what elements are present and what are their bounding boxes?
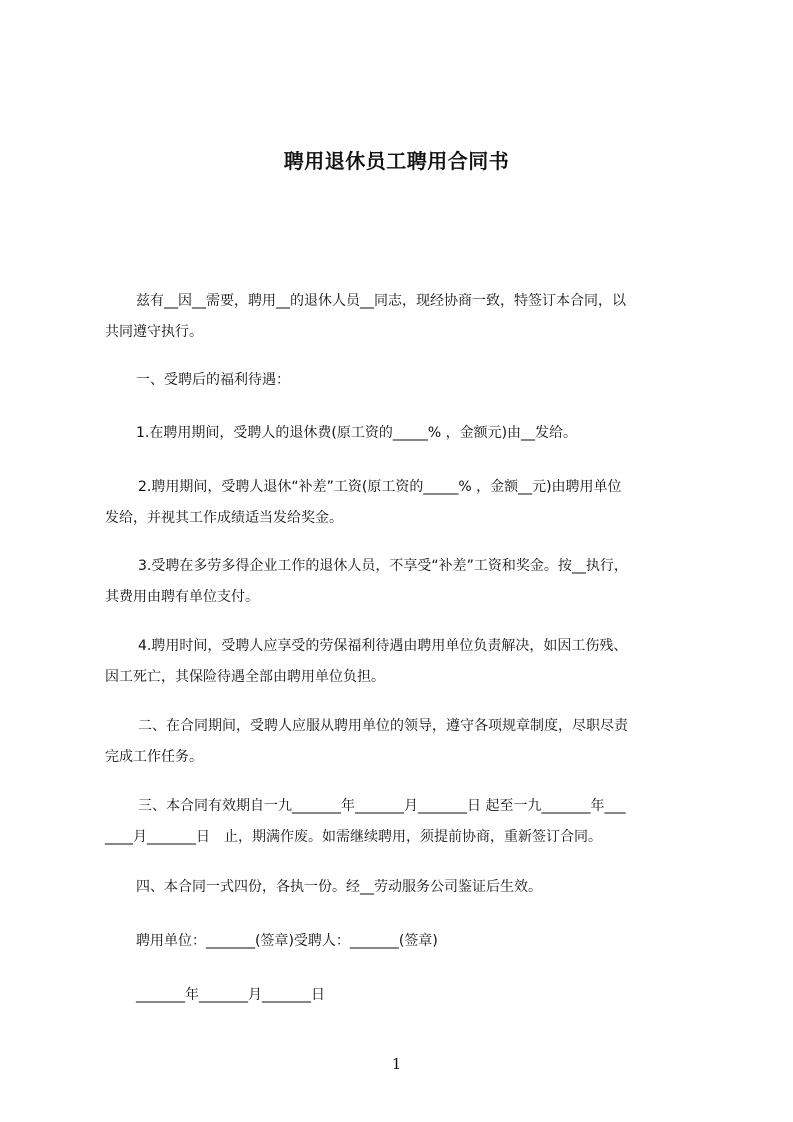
- section4-paragraph: [105, 872, 705, 903]
- item1-paragraph: [105, 418, 705, 449]
- item2-paragraph: [105, 472, 705, 534]
- section4-line: 四、本合同一式四份，各执一份。经__劳动服务公司鉴证后生效。: [136, 879, 542, 895]
- signature-line: 聘用单位：_______(签章)受聘人：_______(签章): [136, 933, 438, 949]
- item3-line-1: 3.受聘在多劳多得企业工作的退休人员，不享受“补差”工资和奖金。按__执行，: [138, 558, 628, 574]
- item3-line-2: 其费用由聘有单位支付。: [105, 589, 259, 605]
- section1-heading-paragraph: [105, 365, 705, 396]
- page-number: 1: [391, 1055, 402, 1073]
- intro-paragraph: [105, 286, 705, 348]
- item2-line-1: 2.聘用期间，受聘人退休“补差”工资(原工资的_____% ，金额__元)由聘用单位: [138, 479, 622, 495]
- date-line: _______年_______月_______日: [136, 987, 325, 1003]
- document-title: 聘用退休员工聘用合同书: [283, 149, 510, 173]
- section1-heading: 一、受聘后的福利待遇：: [136, 372, 290, 388]
- item4-line-2: 因工死亡，其保险待遇全部由聘用单位负担。: [105, 669, 385, 685]
- intro-line-2: 共同遵守执行。: [105, 324, 203, 340]
- section2-line-1: 二、在合同期间，受聘人应服从聘用单位的领导，遵守各项规章制度，尽职尽责: [138, 718, 628, 734]
- item1-line: 1.在聘用期间，受聘人的退休费(原工资的_____% ，金额元)由__发给。: [136, 425, 578, 441]
- item2-line-2: 发给，并视其工作成绩适当发给奖金。: [105, 510, 343, 526]
- date-paragraph: [105, 980, 705, 1011]
- section2-line-2: 完成工作任务。: [105, 749, 203, 765]
- section3-line-2: ____月_______日 止，期满作废。如需继续聘用，须提前协商，重新签订合同。: [105, 829, 602, 845]
- signature-paragraph: [105, 926, 705, 957]
- section3-line-1: 三、本合同有效期自一九_______年_______月_______日 起至一九_______年___: [138, 798, 626, 814]
- item4-paragraph: [105, 631, 705, 693]
- section3-paragraph: [105, 791, 705, 853]
- section2-paragraph: [105, 711, 705, 773]
- intro-line-1: 兹有__因__需要，聘用__的退休人员__同志，现经协商一致，特签订本合同，以: [136, 293, 626, 309]
- item4-line-1: 4.聘用时间，受聘人应享受的劳保福利待遇由聘用单位负责解决，如因工伤残、: [138, 638, 628, 654]
- item3-paragraph: [105, 551, 705, 613]
